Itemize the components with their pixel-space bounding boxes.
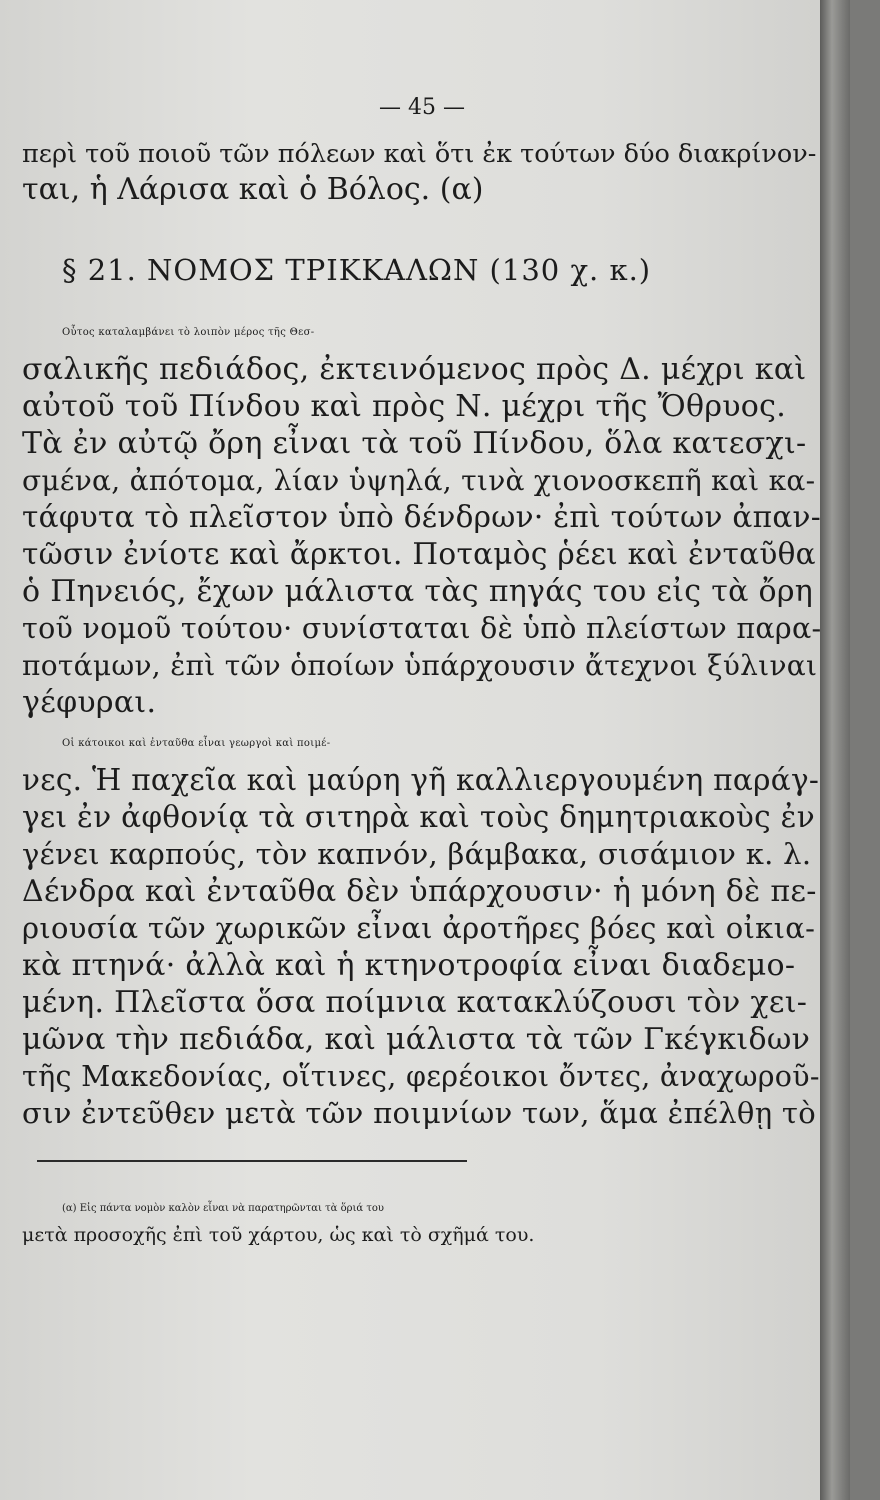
text-line: μῶνα τὴν πεδιάδα, καὶ μάλιστα τὰ τῶν Γκέγκιδων xyxy=(22,1022,811,1057)
page-number: — 45 — xyxy=(379,95,465,120)
section-heading: § 21. ΝΟΜΟΣ ΤΡΙΚΚΑΛΩΝ (130 χ. κ.) xyxy=(62,253,652,287)
text-line: Οὗτος καταλαμβάνει τὸ λοιπὸν μέρος τῆς Θεσ- xyxy=(62,327,315,338)
text-line: Οἱ κάτοικοι καὶ ἐνταῦθα εἶναι γεωργοὶ καὶ ποιμέ- xyxy=(62,738,331,749)
text-line: ποτάμων, ἐπὶ τῶν ὁποίων ὑπάρχουσιν ἄτεχνοι ξύλιναι xyxy=(22,649,818,682)
text-line: τοῦ νομοῦ τούτου· συνίσταται δὲ ὑπὸ πλείστων παρα- xyxy=(22,612,822,645)
text-line: σιν ἐντεῦθεν μετὰ τῶν ποιμνίων των, ἅμα ἐπέλθῃ τὸ xyxy=(22,1096,816,1130)
footnote xyxy=(22,1196,822,1248)
page-content xyxy=(22,95,822,1248)
text-line: τῶσιν ἐνίοτε καὶ ἄρκτοι. Ποταμὸς ῥέει καὶ ἐνταῦθα xyxy=(22,537,816,571)
text-line: γει ἐν ἀφθονίᾳ τὰ σιτηρὰ καὶ τοὺς δημητριακοὺς ἐν xyxy=(22,800,815,834)
paragraph-region-description xyxy=(22,314,822,721)
text-line: γέφυραι. xyxy=(22,685,157,720)
book-binding-edge xyxy=(820,0,850,1500)
text-line: σαλικῆς πεδιάδος, ἐκτεινόμενος πρὸς Δ. μέχρι καὶ xyxy=(22,352,807,387)
text-line: τῆς Μακεδονίας, οἵτινες, φερέοικοι ὄντες, ἀναχωροῦ- xyxy=(22,1060,820,1093)
intro-text xyxy=(22,136,822,208)
text-line: περὶ τοῦ ποιοῦ τῶν πόλεων καὶ ὅτι ἐκ τούτων δύο διακρίνον- xyxy=(22,139,817,169)
text-line: ὁ Πηνειός, ἔχων μάλιστα τὰς πηγάς του εἰς τὰ ὄρη xyxy=(22,574,814,609)
footnote-line: μετὰ προσοχῆς ἐπὶ τοῦ χάρτου, ὡς καὶ τὸ σχῆμά του. xyxy=(22,1224,535,1246)
text-line: Τὰ ἐν αὐτῷ ὄρη εἶναι τὰ τοῦ Πίνδου, ὅλα κατεσχι- xyxy=(22,426,807,461)
text-line: τάφυτα τὸ πλεῖστον ὑπὸ δένδρων· ἐπὶ τούτων ἀπαν- xyxy=(22,500,822,534)
text-line: αὐτοῦ τοῦ Πίνδου καὶ πρὸς Ν. μέχρι τῆς Ὄθρυος. xyxy=(22,389,787,424)
footnote-line: (α) Εἰς πάντα νομὸν καλὸν εἶναι νὰ παρατηρῶνται τὰ ὅριά του xyxy=(62,1203,384,1214)
text-line: ται, ἡ Λάρισα καὶ ὁ Βόλος. (α) xyxy=(22,172,484,207)
paragraph-inhabitants xyxy=(22,725,822,1132)
text-line: κὰ πτηνά· ἀλλὰ καὶ ἡ κτηνοτροφία εἶναι διαδεμο- xyxy=(22,948,796,983)
text-line: νες. Ἡ παχεῖα καὶ μαύρη γῆ καλλιεργουμένη παράγ- xyxy=(22,763,820,797)
text-line: ριουσία τῶν χωρικῶν εἶναι ἀροτῆρες βόες καὶ οἰκια- xyxy=(22,911,816,945)
text-line: μένη. Πλεῖστα ὅσα ποίμνια κατακλύζουσι τὸν χει- xyxy=(22,985,808,1020)
text-line: γένει καρπούς, τὸν καπνόν, βάμβακα, σισάμιον κ. λ. xyxy=(22,837,812,871)
text-line: σμένα, ἀπότομα, λίαν ὑψηλά, τινὰ χιονοσκεπῆ καὶ κα- xyxy=(22,464,816,497)
text-line: Δένδρα καὶ ἐνταῦθα δὲν ὑπάρχουσιν· ἡ μόνη δὲ πε- xyxy=(22,874,817,909)
footnote-divider xyxy=(37,1160,467,1162)
